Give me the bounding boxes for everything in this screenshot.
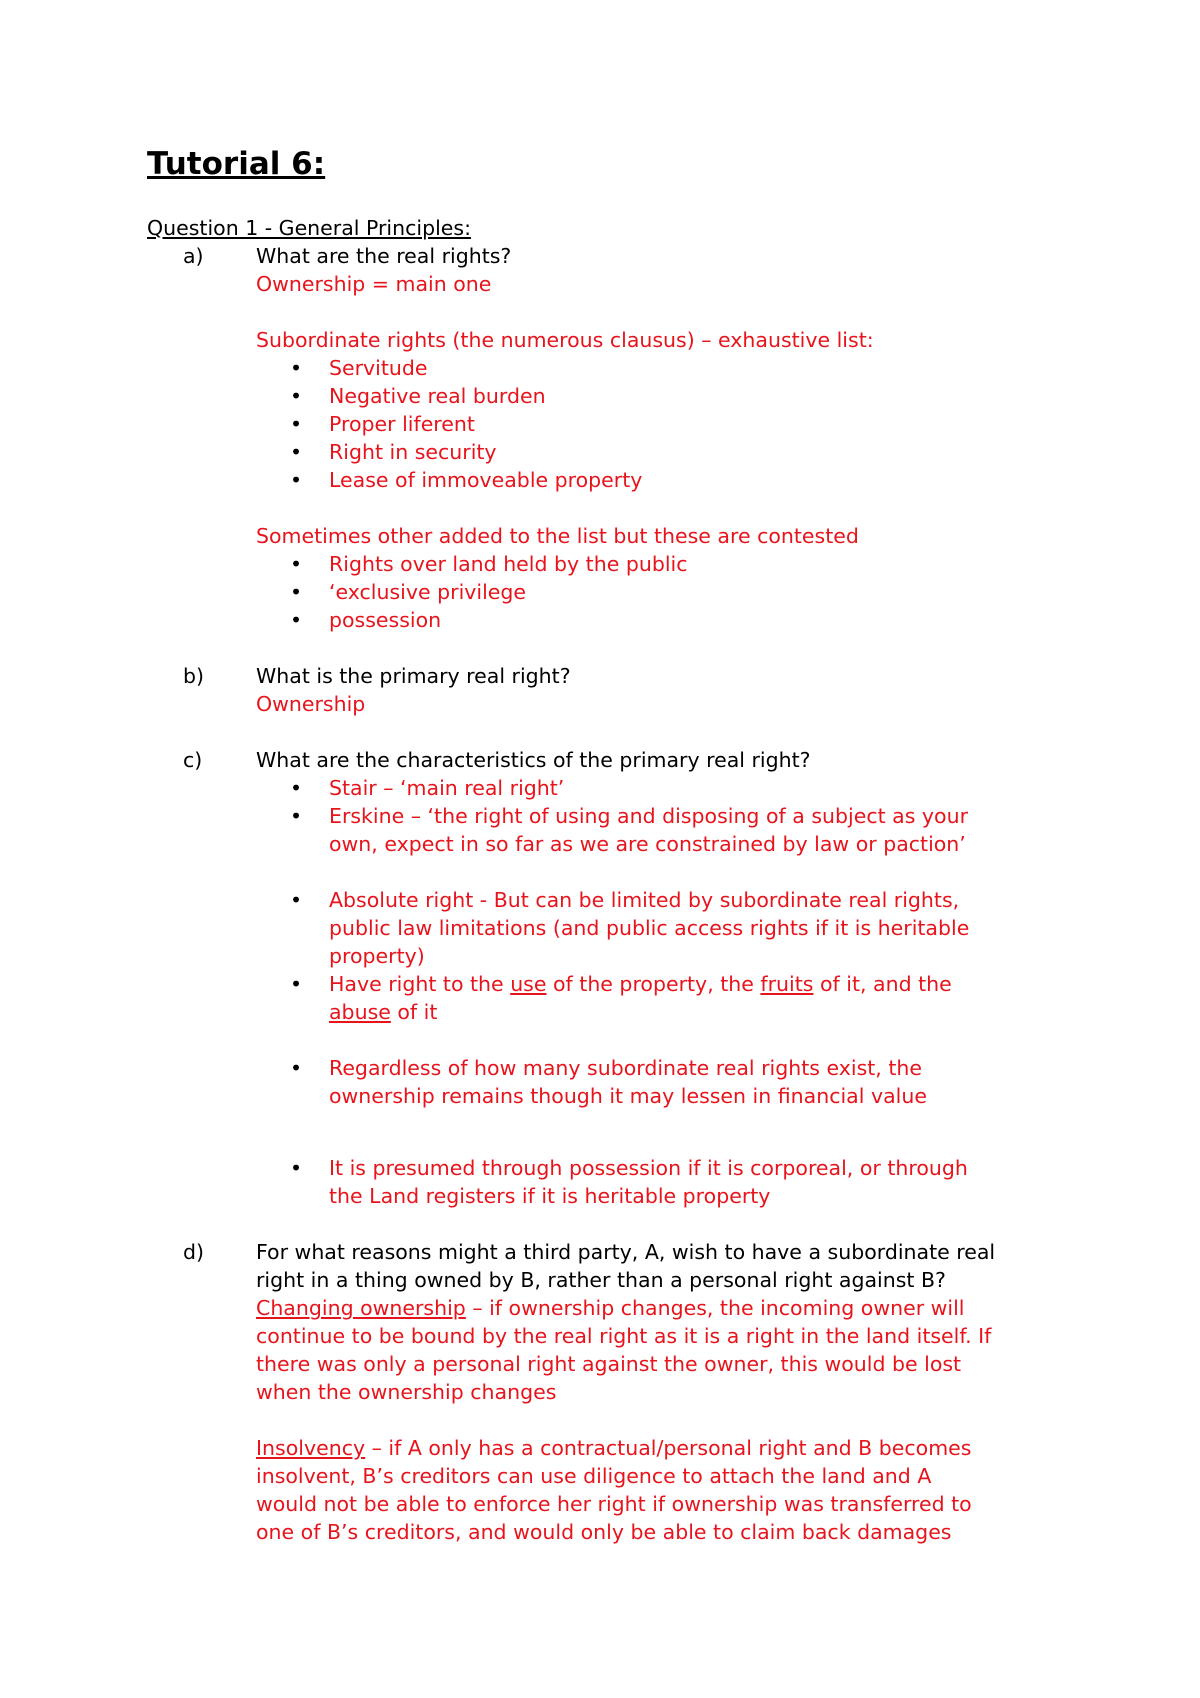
underlined-term: Insolvency <box>256 1436 366 1460</box>
answer-a: Ownership = main one <box>256 272 492 296</box>
label-c: c) <box>183 748 203 772</box>
bullet-icon: • <box>290 776 303 800</box>
text-run: of it, and the <box>813 972 952 996</box>
answer-b: Ownership <box>256 692 366 716</box>
list-item: Proper liferent <box>329 412 475 436</box>
text-run: Have right to the <box>329 972 511 996</box>
question-a: What are the real rights? <box>256 244 512 268</box>
bullet-icon: • <box>290 1056 303 1080</box>
answer-line: when the ownership changes <box>256 1380 557 1404</box>
text-run: – if A only has a contractual/personal right and B becomes <box>365 1436 972 1460</box>
question-d: For what reasons might a third party, A, wish to have a subordinate real <box>256 1240 996 1264</box>
answer-line: one of B’s creditors, and would only be able to claim back damages <box>256 1520 952 1544</box>
list-item: Negative real burden <box>329 384 546 408</box>
bullet-icon: • <box>290 608 303 632</box>
underlined-term: Changing ownership <box>256 1296 466 1320</box>
answer-line: insolvent, B’s creditors can use diligence to attach the land and A <box>256 1464 932 1488</box>
list-item-continuation: the Land registers if it is heritable property <box>329 1184 771 1208</box>
answer-line: continue to be bound by the real right as it is a right in the land itself. If <box>256 1324 992 1348</box>
list-item: Right in security <box>329 440 497 464</box>
question-b: What is the primary real right? <box>256 664 571 688</box>
list-item: It is presumed through possession if it is corporeal, or through <box>329 1156 968 1180</box>
list-item: Regardless of how many subordinate real rights exist, the <box>329 1056 922 1080</box>
bullet-icon: • <box>290 440 303 464</box>
list-item <box>329 970 952 998</box>
bullet-icon: • <box>290 552 303 576</box>
list-item-continuation: property) <box>329 944 425 968</box>
label-a: a) <box>183 244 204 268</box>
answer-line: would not be able to enforce her right if ownership was transferred to <box>256 1492 972 1516</box>
label-b: b) <box>183 664 205 688</box>
underlined-term: use <box>510 972 547 996</box>
underlined-term: fruits <box>760 972 814 996</box>
list-item: Absolute right - But can be limited by subordinate real rights, <box>329 888 960 912</box>
list-item: Lease of immoveable property <box>329 468 643 492</box>
text-run: of the property, the <box>546 972 761 996</box>
bullet-icon: • <box>290 804 303 828</box>
answer-changing-ownership <box>256 1294 965 1322</box>
label-d: d) <box>183 1240 205 1264</box>
bullet-icon: • <box>290 972 303 996</box>
page-title: Tutorial 6: <box>147 146 326 182</box>
bullet-icon: • <box>290 468 303 492</box>
underlined-term: abuse <box>329 1000 391 1024</box>
list-item-continuation: own, expect in so far as we are constrained by law or paction’ <box>329 832 966 856</box>
answer-insolvency <box>256 1434 971 1462</box>
list-item-continuation: ownership remains though it may lessen in financial value <box>329 1084 927 1108</box>
answer-line: there was only a personal right against the owner, this would be lost <box>256 1352 962 1376</box>
bullet-icon: • <box>290 384 303 408</box>
subordinate-intro: Subordinate rights (the numerous clausus) – exhaustive list: <box>256 328 874 352</box>
list-item: Rights over land held by the public <box>329 552 688 576</box>
bullet-icon: • <box>290 888 303 912</box>
text-run: of it <box>390 1000 438 1024</box>
bullet-icon: • <box>290 1156 303 1180</box>
question-c: What are the characteristics of the primary real right? <box>256 748 811 772</box>
contested-intro: Sometimes other added to the list but these are contested <box>256 524 859 548</box>
bullet-icon: • <box>290 356 303 380</box>
bullet-icon: • <box>290 412 303 436</box>
list-item: possession <box>329 608 442 632</box>
text-run: – if ownership changes, the incoming owner will <box>465 1296 965 1320</box>
question-heading: Question 1 - General Principles: <box>147 216 471 240</box>
list-item: Erskine – ‘the right of using and disposing of a subject as your <box>329 804 968 828</box>
list-item: Stair – ‘main real right’ <box>329 776 565 800</box>
list-item-continuation: public law limitations (and public access rights if it is heritable <box>329 916 970 940</box>
list-item: ‘exclusive privilege <box>329 580 527 604</box>
bullet-icon: • <box>290 580 303 604</box>
list-item-continuation <box>329 998 437 1026</box>
question-d-continuation: right in a thing owned by B, rather than a personal right against B? <box>256 1268 946 1292</box>
list-item: Servitude <box>329 356 428 380</box>
